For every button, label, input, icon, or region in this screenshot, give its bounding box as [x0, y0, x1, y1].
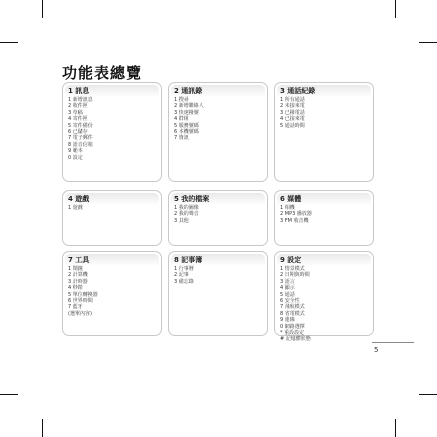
menu-card-call-log	[274, 82, 374, 182]
menu-item: 7 藍牙	[68, 304, 83, 311]
menu-item: 1 新增訊息	[68, 97, 93, 103]
menu-item: 1 行事曆	[174, 266, 194, 272]
card-heading: 8 記事簿	[171, 254, 265, 266]
menu-item: 3 其他	[174, 217, 189, 224]
menu-item: 6 本機號碼	[174, 129, 199, 136]
menu-item: 3 已撥電話	[280, 109, 305, 116]
menu-item: 3 快速撥號	[174, 109, 199, 116]
card-heading: 3 通話紀錄	[277, 85, 371, 97]
menu-item: 5 通話	[280, 291, 295, 298]
menu-item: 9 連線	[280, 317, 295, 324]
menu-item: 8 省電模式	[280, 310, 305, 317]
menu-item: 2 未接來電	[280, 103, 305, 110]
crop-mark	[42, 419, 43, 437]
menu-item: (選單內容)	[68, 310, 92, 317]
menu-item: 4 顯示	[280, 285, 295, 292]
crop-mark	[395, 0, 396, 18]
menu-item: 2 記事	[174, 272, 189, 279]
menu-item: 2 日期與時間	[280, 272, 310, 279]
crop-mark	[419, 394, 437, 395]
page-number: 5	[374, 346, 379, 354]
menu-item: 5 寄件備份	[68, 122, 93, 129]
crop-mark	[42, 0, 43, 18]
card-heading: 6 媒體	[277, 193, 371, 205]
menu-item: 3 語言	[280, 278, 295, 285]
menu-item: 5 服務號碼	[174, 122, 199, 129]
menu-item: 1 我的圖像	[174, 205, 199, 211]
menu-item: 2 MP3 播放器	[280, 211, 312, 218]
menu-item: 3 FM 收音機	[280, 217, 309, 224]
menu-item: 1 搜尋	[174, 97, 189, 103]
page-title: 功能表總覽	[62, 64, 143, 82]
menu-item: 2 我的聲音	[174, 211, 199, 218]
menu-item: 2 新增聯絡人	[174, 103, 204, 110]
menu-item: 4 秒錶	[68, 285, 83, 292]
menu-item: 2 收件匣	[68, 103, 88, 110]
menu-item: 1 鬧鐘	[68, 266, 83, 272]
menu-item: 5 通話時間	[280, 122, 305, 129]
menu-card-my-files	[168, 190, 268, 246]
crop-mark	[0, 394, 18, 395]
menu-item: 6 已儲存	[68, 129, 88, 136]
crop-mark	[0, 42, 18, 43]
menu-item: 1 所有通話	[280, 97, 305, 103]
menu-item: 4 群組	[174, 116, 189, 123]
menu-item: 2 計算機	[68, 272, 88, 279]
menu-card-messages	[62, 82, 162, 182]
menu-card-media	[274, 190, 374, 246]
card-heading: 4 遊戲	[65, 193, 159, 205]
crop-mark	[395, 419, 396, 437]
menu-item: 0 網路選擇	[280, 323, 305, 330]
menu-item: 8 語音信箱	[68, 141, 93, 148]
card-heading: 7 工具	[65, 254, 159, 266]
menu-item: 7 電子郵件	[68, 135, 93, 142]
card-heading: 5 我的檔案	[171, 193, 265, 205]
card-heading: 2 通訊錄	[171, 85, 265, 97]
menu-item: 9 範本	[68, 148, 83, 155]
footer-rule	[372, 342, 414, 343]
menu-item: 1 相機	[280, 205, 295, 211]
menu-item: 0 設定	[68, 154, 83, 161]
menu-item: 3 備忘錄	[174, 278, 194, 285]
menu-card-settings	[274, 251, 374, 343]
menu-item: 3 計時器	[68, 278, 88, 285]
menu-item: 6 安全性	[280, 298, 300, 305]
menu-card-organizer	[168, 251, 268, 336]
menu-item: 1 遊戲	[68, 205, 83, 211]
menu-item: 6 世界時間	[68, 298, 93, 305]
card-heading: 9 設定	[277, 254, 371, 266]
menu-card-games	[62, 190, 162, 246]
card-heading: 1 訊息	[65, 85, 159, 97]
menu-item: 7 飛航模式	[280, 304, 305, 311]
menu-item: # 記憶體狀態	[280, 336, 311, 343]
menu-card-tools	[62, 251, 162, 336]
menu-item: 4 寄件匣	[68, 116, 88, 123]
menu-item: 1 情景模式	[280, 266, 305, 272]
menu-item: 7 資訊	[174, 135, 189, 142]
menu-item: 5 單位轉換器	[68, 291, 98, 298]
menu-card-contacts	[168, 82, 268, 182]
menu-item: 4 已接來電	[280, 116, 305, 123]
crop-mark	[419, 42, 437, 43]
menu-item: 3 草稿	[68, 109, 83, 116]
menu-item: * 重設設定	[280, 330, 305, 337]
